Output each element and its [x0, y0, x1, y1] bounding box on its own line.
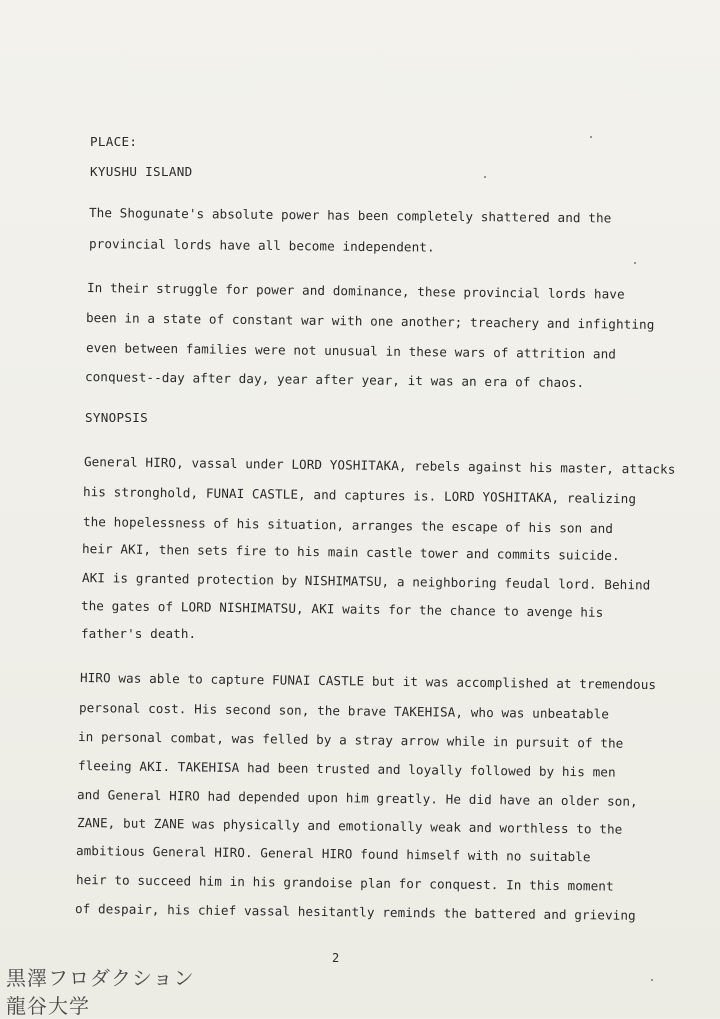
paragraph-line: of despair, his chief vassal hesitantly reminds the battered and grieving: [74, 901, 636, 923]
place-value: KYUSHU ISLAND: [90, 164, 193, 179]
paragraph-line: been in a state of constant war with one another; treachery and infighting: [85, 310, 655, 332]
place-label: PLACE:: [90, 134, 138, 149]
watermark-studio: 黒澤フロダクション: [6, 966, 195, 990]
paragraph-line: provincial lords have all become independent.: [88, 236, 435, 255]
paragraph-line: the hopelessness of his situation, arranges the escape of his son and: [82, 514, 614, 536]
paper-speck: [590, 136, 592, 138]
paragraph-line: General HIRO, vassal under LORD YOSHITAKA, rebels against his master, attacks: [83, 454, 676, 477]
watermark-university: 龍谷大学: [6, 994, 90, 1018]
paragraph-line: in personal combat, was felled by a stray arrow while in pursuit of the: [77, 729, 624, 751]
paragraph-line: fleeing AKI. TAKEHISA had been trusted and loyally followed by his men: [77, 758, 616, 780]
paragraph-line: his stronghold, FUNAI CASTLE, and captures is. LORD YOSHITAKA, realizing: [82, 484, 637, 507]
paragraph-line: AKI is granted protection by NISHIMATSU, a neighboring feudal lord. Behind: [81, 570, 651, 593]
paragraph-line: even between families were not unusual in these wars of attrition and: [85, 340, 617, 362]
page-number: 2: [332, 951, 340, 965]
paragraph-line: ZANE, but ZANE was physically and emotionally weak and worthless to the: [76, 815, 623, 837]
paragraph-line: The Shogunate's absolute power has been completely shattered and the: [88, 205, 612, 226]
synopsis-heading: SYNOPSIS: [85, 410, 149, 425]
paragraph-line: ambitious General HIRO. General HIRO found himself with no suitable: [75, 843, 591, 865]
paragraph-line: personal cost. His second son, the brave TAKEHISA, who was unbeatable: [78, 700, 610, 722]
paragraph-line: father's death.: [81, 626, 197, 641]
paragraph-line: In their struggle for power and dominance, these provincial lords have: [86, 280, 625, 302]
paper-speck: [651, 979, 653, 981]
paragraph-line: the gates of LORD NISHIMATSU, AKI waits for the chance to avenge his: [80, 598, 604, 620]
paragraph-line: heir AKI, then sets fire to his main castle tower and commits suicide.: [81, 541, 620, 564]
paragraph-line: conquest--day after day, year after year, it was an era of chaos.: [84, 369, 585, 391]
paper-speck: [634, 262, 636, 264]
paragraph-line: and General HIRO had depended upon him greatly. He did have an older son,: [76, 787, 638, 809]
paragraph-line: HIRO was able to capture FUNAI CASTLE but it was accomplished at tremendous: [79, 670, 657, 693]
paper-speck: [484, 176, 486, 178]
paragraph-line: heir to succeed him in his grandoise plan for conquest. In this moment: [75, 872, 614, 894]
